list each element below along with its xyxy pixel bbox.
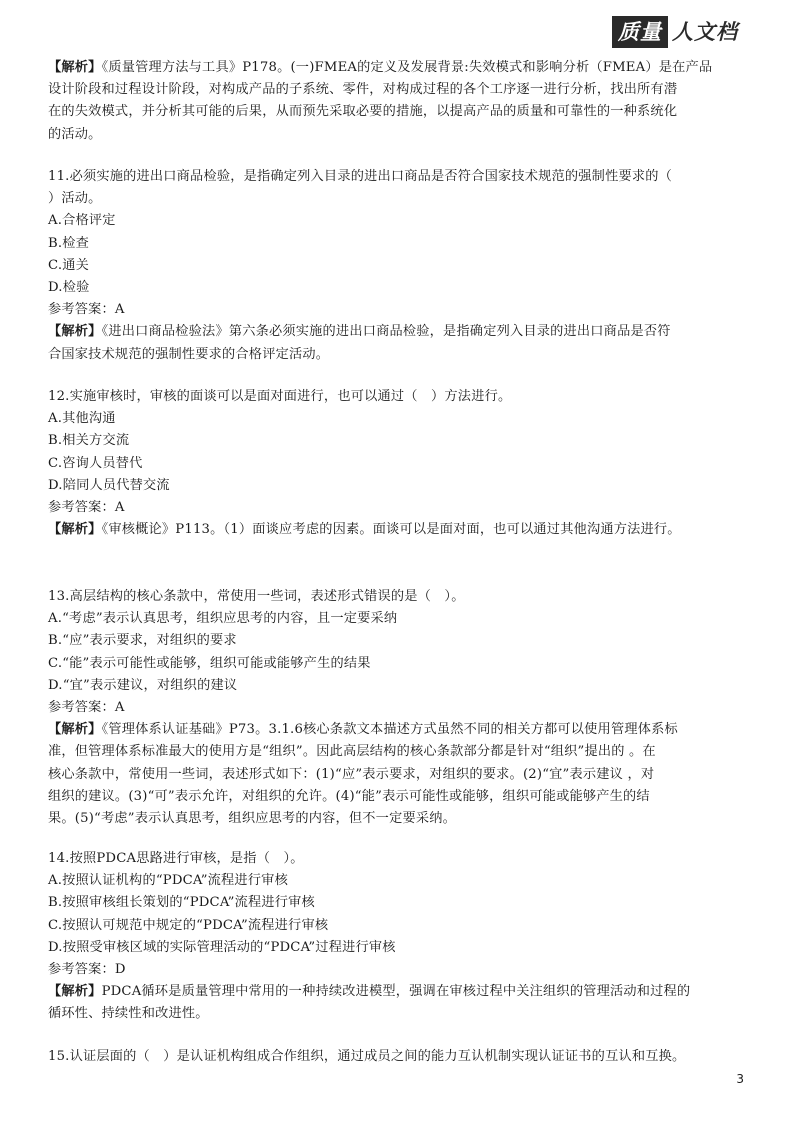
text-line <box>48 408 116 430</box>
text-line <box>48 210 116 232</box>
logo-part-2: 人文档 <box>672 20 738 44</box>
line-text: A.“考虑”表示认真思考，组织应思考的内容，且一定要采纳 <box>48 611 398 627</box>
text-line <box>48 586 465 608</box>
analysis-line <box>48 981 690 1003</box>
text-line <box>48 915 328 937</box>
text-line <box>48 1003 209 1025</box>
line-text: 参考答案：A <box>48 700 125 715</box>
analysis-line <box>48 57 712 79</box>
line-text: ）活动。 <box>48 191 102 207</box>
text-line <box>48 188 102 210</box>
line-text: 《管理体系认证基础》P73。3.1.6核心条款文本描述方式虽然不同的相关方都可以使用管理体系标 <box>101 722 678 738</box>
line-text: 13.高层结构的核心条款中，常使用一些词，表述形式错误的是（ ）。 <box>48 589 465 604</box>
line-text: 的活动。 <box>48 126 102 142</box>
text-line <box>48 430 129 452</box>
line-text: B.相关方交流 <box>48 433 130 449</box>
text-line <box>48 166 672 188</box>
analysis-line <box>48 321 671 343</box>
text-line <box>48 808 456 830</box>
text-line <box>48 79 677 101</box>
text-line <box>48 741 656 763</box>
line-text: D.陪同人员代替交流 <box>48 477 170 493</box>
analysis-tag: 【解析】 <box>48 722 102 738</box>
line-text: B.按照审核组长策划的“PDCA”流程进行审核 <box>48 895 315 911</box>
text-line <box>48 277 89 299</box>
text-line <box>48 697 125 719</box>
line-text: 在的失效模式，并分析其可能的后果，从而预先采取必要的措施，以提高产品的质量和可靠性的一种系统化 <box>48 104 678 120</box>
line-text: 准，但管理体系标准最大的使用方是“组织”。因此高层结构的核心条款部分都是针对“组织”提出的 。在 <box>48 744 656 760</box>
line-text: C.按照认可规范中规定的“PDCA”流程进行审核 <box>48 917 329 933</box>
analysis-tag: 【解析】 <box>48 60 102 75</box>
text-line <box>48 233 89 255</box>
analysis-tag: 【解析】 <box>48 984 102 1000</box>
analysis-line <box>48 519 681 541</box>
line-text: A.按照认证机构的“PDCA”流程进行审核 <box>48 873 288 889</box>
text-line <box>48 608 397 630</box>
text-line <box>48 344 329 366</box>
line-text: D.“宜”表示建议，对组织的建议 <box>48 677 238 693</box>
line-text: A.合格评定 <box>48 213 116 229</box>
text-line <box>48 786 650 808</box>
text-line <box>48 630 237 652</box>
analysis-tag: 【解析】 <box>48 324 102 340</box>
text-line <box>48 299 125 321</box>
logo-part-1: 质量 <box>612 16 668 48</box>
line-text: 15.认证层面的（ ）是认证机构组成合作组织，通过成员之间的能力互认机制实现认证证书的互认和互换。 <box>48 1049 686 1064</box>
line-text: 11.必须实施的进出口商品检验，是指确定列入目录的进出口商品是否符合国家技术规范的强制性要求的（ <box>48 169 673 184</box>
text-line <box>48 453 143 475</box>
line-text: 参考答案：D <box>48 962 126 977</box>
analysis-line <box>48 719 678 741</box>
text-line <box>48 255 89 277</box>
line-text: B.检查 <box>48 235 90 251</box>
watermark-logo <box>612 16 738 48</box>
line-text: C.通关 <box>48 257 89 273</box>
line-text: B.“应”表示要求，对组织的要求 <box>48 633 237 649</box>
line-text: D.按照受审核区域的实际管理活动的“PDCA”过程进行审核 <box>48 939 396 955</box>
line-text: 设计阶段和过程设计阶段，对构成产品的子系统、零件，对构成过程的各个工序逐一进行分析，找出所有潜 <box>48 82 678 98</box>
line-text: 12.实施审核时，审核的面谈可以是面对面进行，也可以通过（ ）方法进行。 <box>48 389 512 404</box>
line-text: 《进出口商品检验法》第六条必须实施的进出口商品检验，是指确定列入目录的进出口商品是否符 <box>101 324 671 340</box>
text-line <box>48 1046 685 1068</box>
text-line <box>48 675 237 697</box>
line-text: 《质量管理方法与工具》P178。(一)FMEA的定义及发展背景:失效模式和影响分析（FMEA）是在产品 <box>101 60 713 75</box>
line-text: 合国家技术规范的强制性要求的合格评定活动。 <box>48 346 330 362</box>
line-text: C.咨询人员替代 <box>48 455 143 471</box>
document-page <box>48 0 748 1122</box>
text-line <box>48 653 371 675</box>
line-text: 14.按照PDCA思路进行审核，是指（ ）。 <box>48 851 304 866</box>
text-line <box>48 870 288 892</box>
text-line <box>48 124 102 146</box>
line-text: PDCA循环是质量管理中常用的一种持续改进模型，强调在审核过程中关注组织的管理活动和过程的 <box>101 984 691 1000</box>
line-text: D.检验 <box>48 280 90 295</box>
line-text: 果。(5)“考虑”表示认真思考，组织应思考的内容，但不一定要采纳。 <box>48 811 457 826</box>
text-line <box>48 848 304 870</box>
text-line <box>48 497 125 519</box>
page-number: 3 <box>736 1072 744 1086</box>
text-line <box>48 892 315 914</box>
line-text: 参考答案：A <box>48 500 125 515</box>
text-line <box>48 386 511 408</box>
line-text: 《审核概论》P113。（1）面谈应考虑的因素。面谈可以是面对面，也可以通过其他沟通方法进行。 <box>101 522 681 538</box>
line-text: A.其他沟通 <box>48 411 116 427</box>
text-line <box>48 764 654 786</box>
line-text: 核心条款中，常使用一些词，表述形式如下：(1)“应”表示要求，对组织的要求。(2)“宜”表示建议 ，对 <box>48 766 655 782</box>
line-text: C.“能”表示可能性或能够，组织可能或能够产生的结果 <box>48 655 371 671</box>
text-line <box>48 101 677 123</box>
line-text: 参考答案：A <box>48 302 125 318</box>
analysis-tag: 【解析】 <box>48 522 102 538</box>
text-line <box>48 959 126 981</box>
text-line <box>48 937 396 959</box>
text-line <box>48 475 170 497</box>
line-text: 组织的建议。(3)“可”表示允许，对组织的允许。(4)“能”表示可能性或能够，组织可能或能够产生的结 <box>48 788 650 804</box>
line-text: 循环性、持续性和改进性。 <box>48 1006 209 1022</box>
